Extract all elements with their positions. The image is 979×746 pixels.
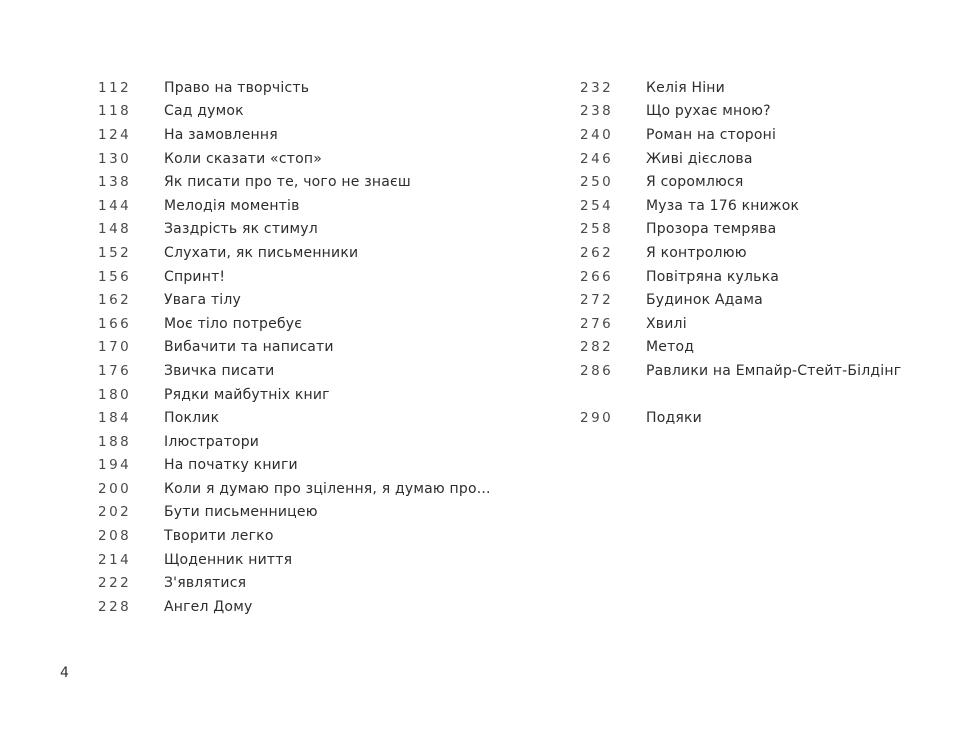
- toc-row: [98, 147, 491, 171]
- toc-row: [98, 312, 491, 336]
- toc-entry-page-number: 188: [98, 433, 132, 450]
- toc-row: [98, 524, 491, 548]
- toc-row: [98, 100, 491, 124]
- toc-entry-title: Живі дієслова: [646, 150, 753, 167]
- toc-entry-title: З'являтися: [164, 575, 247, 592]
- toc-row: [580, 241, 901, 265]
- toc-entry-page-number: 254: [580, 197, 614, 214]
- toc-entry-title: На початку книги: [164, 457, 298, 474]
- toc-row: [580, 194, 901, 218]
- toc-entry-page-number: 208: [98, 528, 132, 545]
- toc-entry-page-number: 262: [580, 244, 614, 261]
- toc-entry-title: Подяки: [646, 410, 702, 427]
- toc-entry-page-number: 214: [98, 551, 132, 568]
- toc-row: [98, 454, 491, 478]
- toc-row: [580, 406, 901, 430]
- toc-row: [98, 336, 491, 360]
- toc-row: [98, 548, 491, 572]
- toc-entry-title: Ілюстратори: [164, 433, 260, 450]
- toc-entry-title: Щоденник ниття: [164, 551, 293, 568]
- toc-entry-page-number: 238: [580, 103, 614, 120]
- toc-row: [98, 406, 491, 430]
- toc-row: [98, 571, 491, 595]
- toc-entry-page-number: 144: [98, 197, 132, 214]
- toc-entry-page-number: 194: [98, 457, 132, 474]
- toc-entry-title: Творити легко: [164, 528, 274, 545]
- toc-entry-title: Будинок Адама: [646, 292, 763, 309]
- toc-entry-page-number: 290: [580, 410, 614, 427]
- toc-entry-page-number: 112: [98, 79, 132, 96]
- toc-entry-title: Рядки майбутніх книг: [164, 386, 330, 403]
- toc-entry-title: Увага тілу: [164, 292, 242, 309]
- toc-entry-page-number: 258: [580, 221, 614, 238]
- toc-entry-title: Повітряна кулька: [646, 268, 780, 285]
- toc-row: [580, 147, 901, 171]
- toc-row: [580, 76, 901, 100]
- toc-row: [580, 170, 901, 194]
- toc-entry-page-number: 272: [580, 292, 614, 309]
- toc-entry-page-number: 200: [98, 480, 132, 497]
- toc-row: [98, 123, 491, 147]
- toc-entry-page-number: 148: [98, 221, 132, 238]
- toc-entry-page-number: 152: [98, 244, 132, 261]
- toc-row: [98, 288, 491, 312]
- toc-entry-page-number: 276: [580, 315, 614, 332]
- toc-entry-page-number: 138: [98, 174, 132, 191]
- toc-row: [98, 595, 491, 619]
- toc-entry-title: Мелодія моментів: [164, 197, 300, 214]
- page-number: 4: [60, 665, 69, 681]
- toc-entry-title: Право на творчість: [164, 79, 310, 96]
- toc-entry-page-number: 286: [580, 362, 614, 379]
- toc-entry-page-number: 228: [98, 598, 132, 615]
- toc-entry-page-number: 124: [98, 126, 132, 143]
- toc-entry-title: Що рухає мною?: [646, 103, 771, 120]
- toc-row: [580, 100, 901, 124]
- toc-entry-page-number: 202: [98, 504, 132, 521]
- toc-entry-title: Коли сказати «стоп»: [164, 150, 322, 167]
- toc-entry-page-number: 118: [98, 103, 132, 120]
- toc-entry-title: Муза та 176 книжок: [646, 197, 800, 214]
- toc-row: [580, 312, 901, 336]
- toc-row: [98, 265, 491, 289]
- toc-entry-title: Бути письменницею: [164, 504, 318, 521]
- toc-entry-title: Равлики на Емпайр-Стейт-Білдінг: [646, 362, 902, 379]
- toc-row: [580, 218, 901, 242]
- toc-entry-page-number: 162: [98, 292, 132, 309]
- toc-entry-title: Звичка писати: [164, 362, 275, 379]
- toc-entry-title: Прозора темрява: [646, 221, 777, 238]
- toc-row: [98, 218, 491, 242]
- toc-entry-title: Моє тіло потребує: [164, 315, 303, 332]
- toc-entry-page-number: 180: [98, 386, 132, 403]
- toc-entry-title: Я соромлюся: [646, 174, 744, 191]
- toc-row: [580, 265, 901, 289]
- toc-entry-title: Келія Ніни: [646, 79, 725, 96]
- toc-entry-title: Сад думок: [164, 103, 244, 120]
- toc-entry-page-number: 222: [98, 575, 132, 592]
- toc-entry-title: Я контролюю: [646, 244, 747, 261]
- toc-row: [580, 123, 901, 147]
- toc-entry-page-number: 166: [98, 315, 132, 332]
- toc-entry-page-number: 246: [580, 150, 614, 167]
- toc-row: [98, 241, 491, 265]
- toc-entry-title: Слухати, як письменники: [164, 244, 359, 261]
- toc-entry-title: Спринт!: [164, 268, 226, 285]
- toc-entry-title: На замовлення: [164, 126, 278, 143]
- toc-row: [98, 170, 491, 194]
- toc-entry-title: Ангел Дому: [164, 598, 253, 615]
- toc-row: [98, 76, 491, 100]
- toc-entry-page-number: 282: [580, 339, 614, 356]
- toc-row: [580, 359, 901, 383]
- toc-row: [580, 288, 901, 312]
- toc-row: [98, 359, 491, 383]
- toc-entry-title: Поклик: [164, 410, 220, 427]
- toc-entry-page-number: 176: [98, 362, 132, 379]
- toc-entry-title: Як писати про те, чого не знаєш: [164, 174, 411, 191]
- toc-row: [98, 194, 491, 218]
- toc-row: [580, 336, 901, 360]
- toc-column-left: [98, 76, 491, 619]
- toc-entry-page-number: 184: [98, 410, 132, 427]
- toc-entry-title: Коли я думаю про зцілення, я думаю про...: [164, 480, 491, 497]
- toc-entry-page-number: 250: [580, 174, 614, 191]
- toc-entry-title: Заздрість як стимул: [164, 221, 318, 238]
- toc-entry-page-number: 240: [580, 126, 614, 143]
- toc-row: [98, 383, 491, 407]
- toc-column-right: [580, 76, 901, 430]
- toc-entry-page-number: 266: [580, 268, 614, 285]
- toc-entry-page-number: 232: [580, 79, 614, 96]
- toc-entry-title: Вибачити та написати: [164, 339, 334, 356]
- toc-entry-page-number: 156: [98, 268, 132, 285]
- toc-row: [98, 501, 491, 525]
- toc-entry-title: Роман на стороні: [646, 126, 777, 143]
- toc-row: [98, 477, 491, 501]
- toc-row: [98, 430, 491, 454]
- toc-entry-page-number: 130: [98, 150, 132, 167]
- toc-entry-title: Хвилі: [646, 315, 687, 332]
- toc-entry-page-number: 170: [98, 339, 132, 356]
- toc-entry-title: Метод: [646, 339, 695, 356]
